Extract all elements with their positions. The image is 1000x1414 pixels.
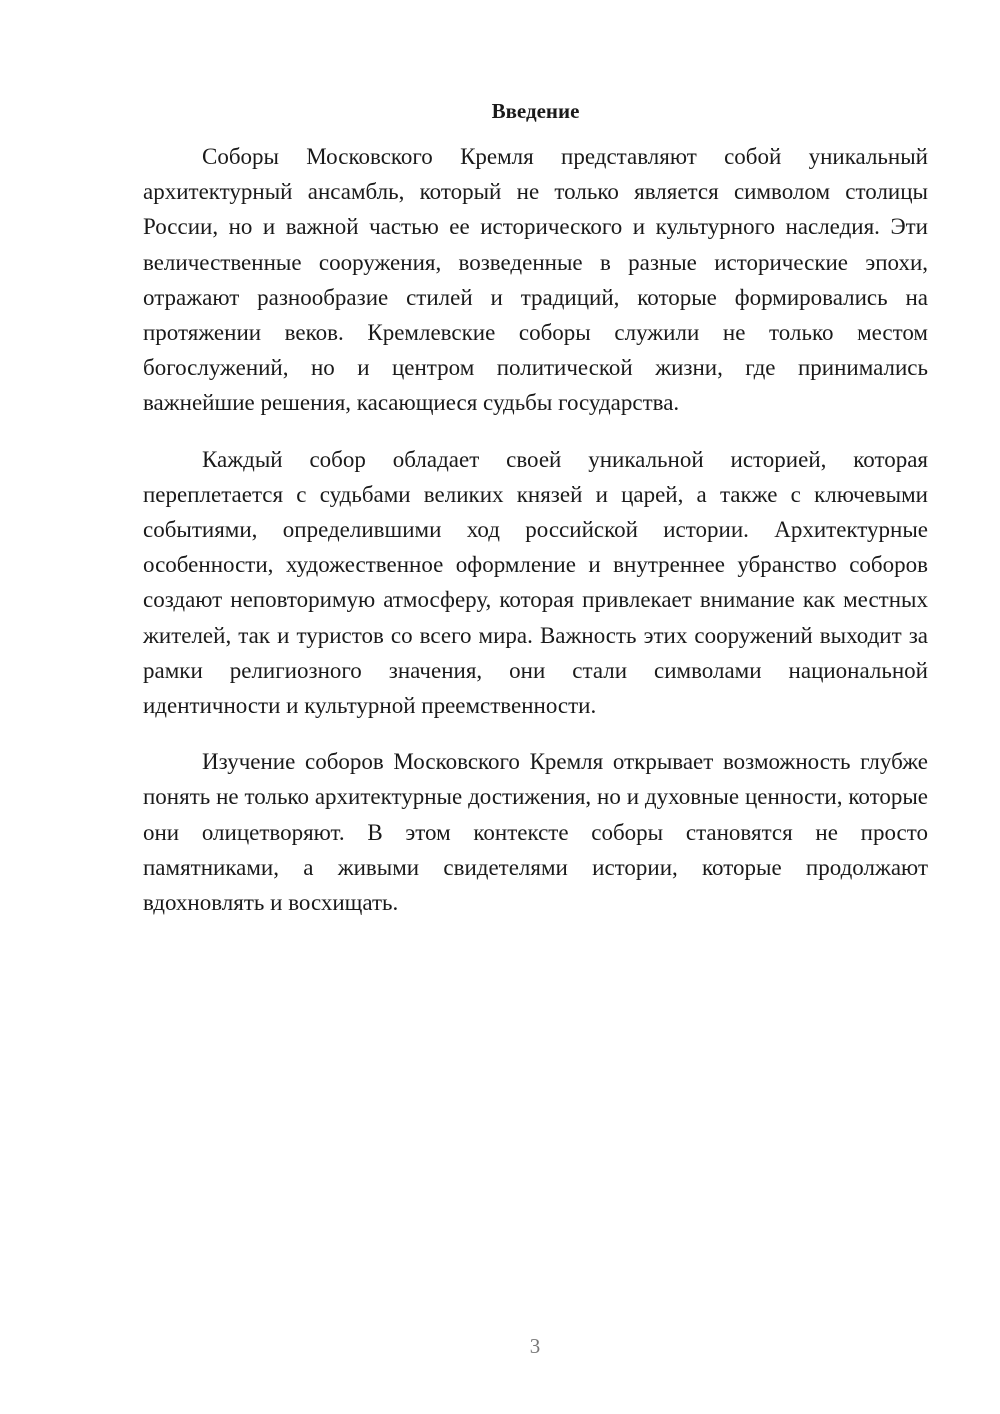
page-number: 3 [529, 1334, 541, 1358]
paragraph-2: Каждый собор обладает своей уникальной историей, которая переплетается с судьбами великих князей и царей, а также с ключевыми событиями, определившими ход российской истории. Архитектурные особенности, художественное оформление и внутреннее убранство соборов создают неповторимую атмосферу, которая привлекает внимание как местных жителей, так и туристов со всего мира. Важность этих сооружений выходит за рамки религиозного значения, они стали символами национальной идентичности и культурной преемственности. [143, 446, 928, 719]
page-content [143, 96, 928, 941]
section-heading: Введение [491, 99, 580, 123]
paragraph-1: Соборы Московского Кремля представляют собой уникальный архитектурный ансамбль, который не только является символом столицы России, но и важной частью ее исторического и культурного наследия. Эти величественные сооружения, возведенные в разные исторические эпохи, отражают разнообразие стилей и традиций, которые формировались на протяжении веков. Кремлевские соборы служили не только местом богослужений, но и центром политической жизни, где принимались важнейшие решения, касающиеся судьбы государства. [143, 144, 928, 416]
paragraph-3: Изучение соборов Московского Кремля открывает возможность глубже понять не только архитектурные достижения, но и духовные ценности, которые они олицетворяют. В этом контексте соборы становятся не просто памятниками, а живыми свидетелями истории, которые продолжают вдохновлять и восхищать. [143, 749, 928, 916]
